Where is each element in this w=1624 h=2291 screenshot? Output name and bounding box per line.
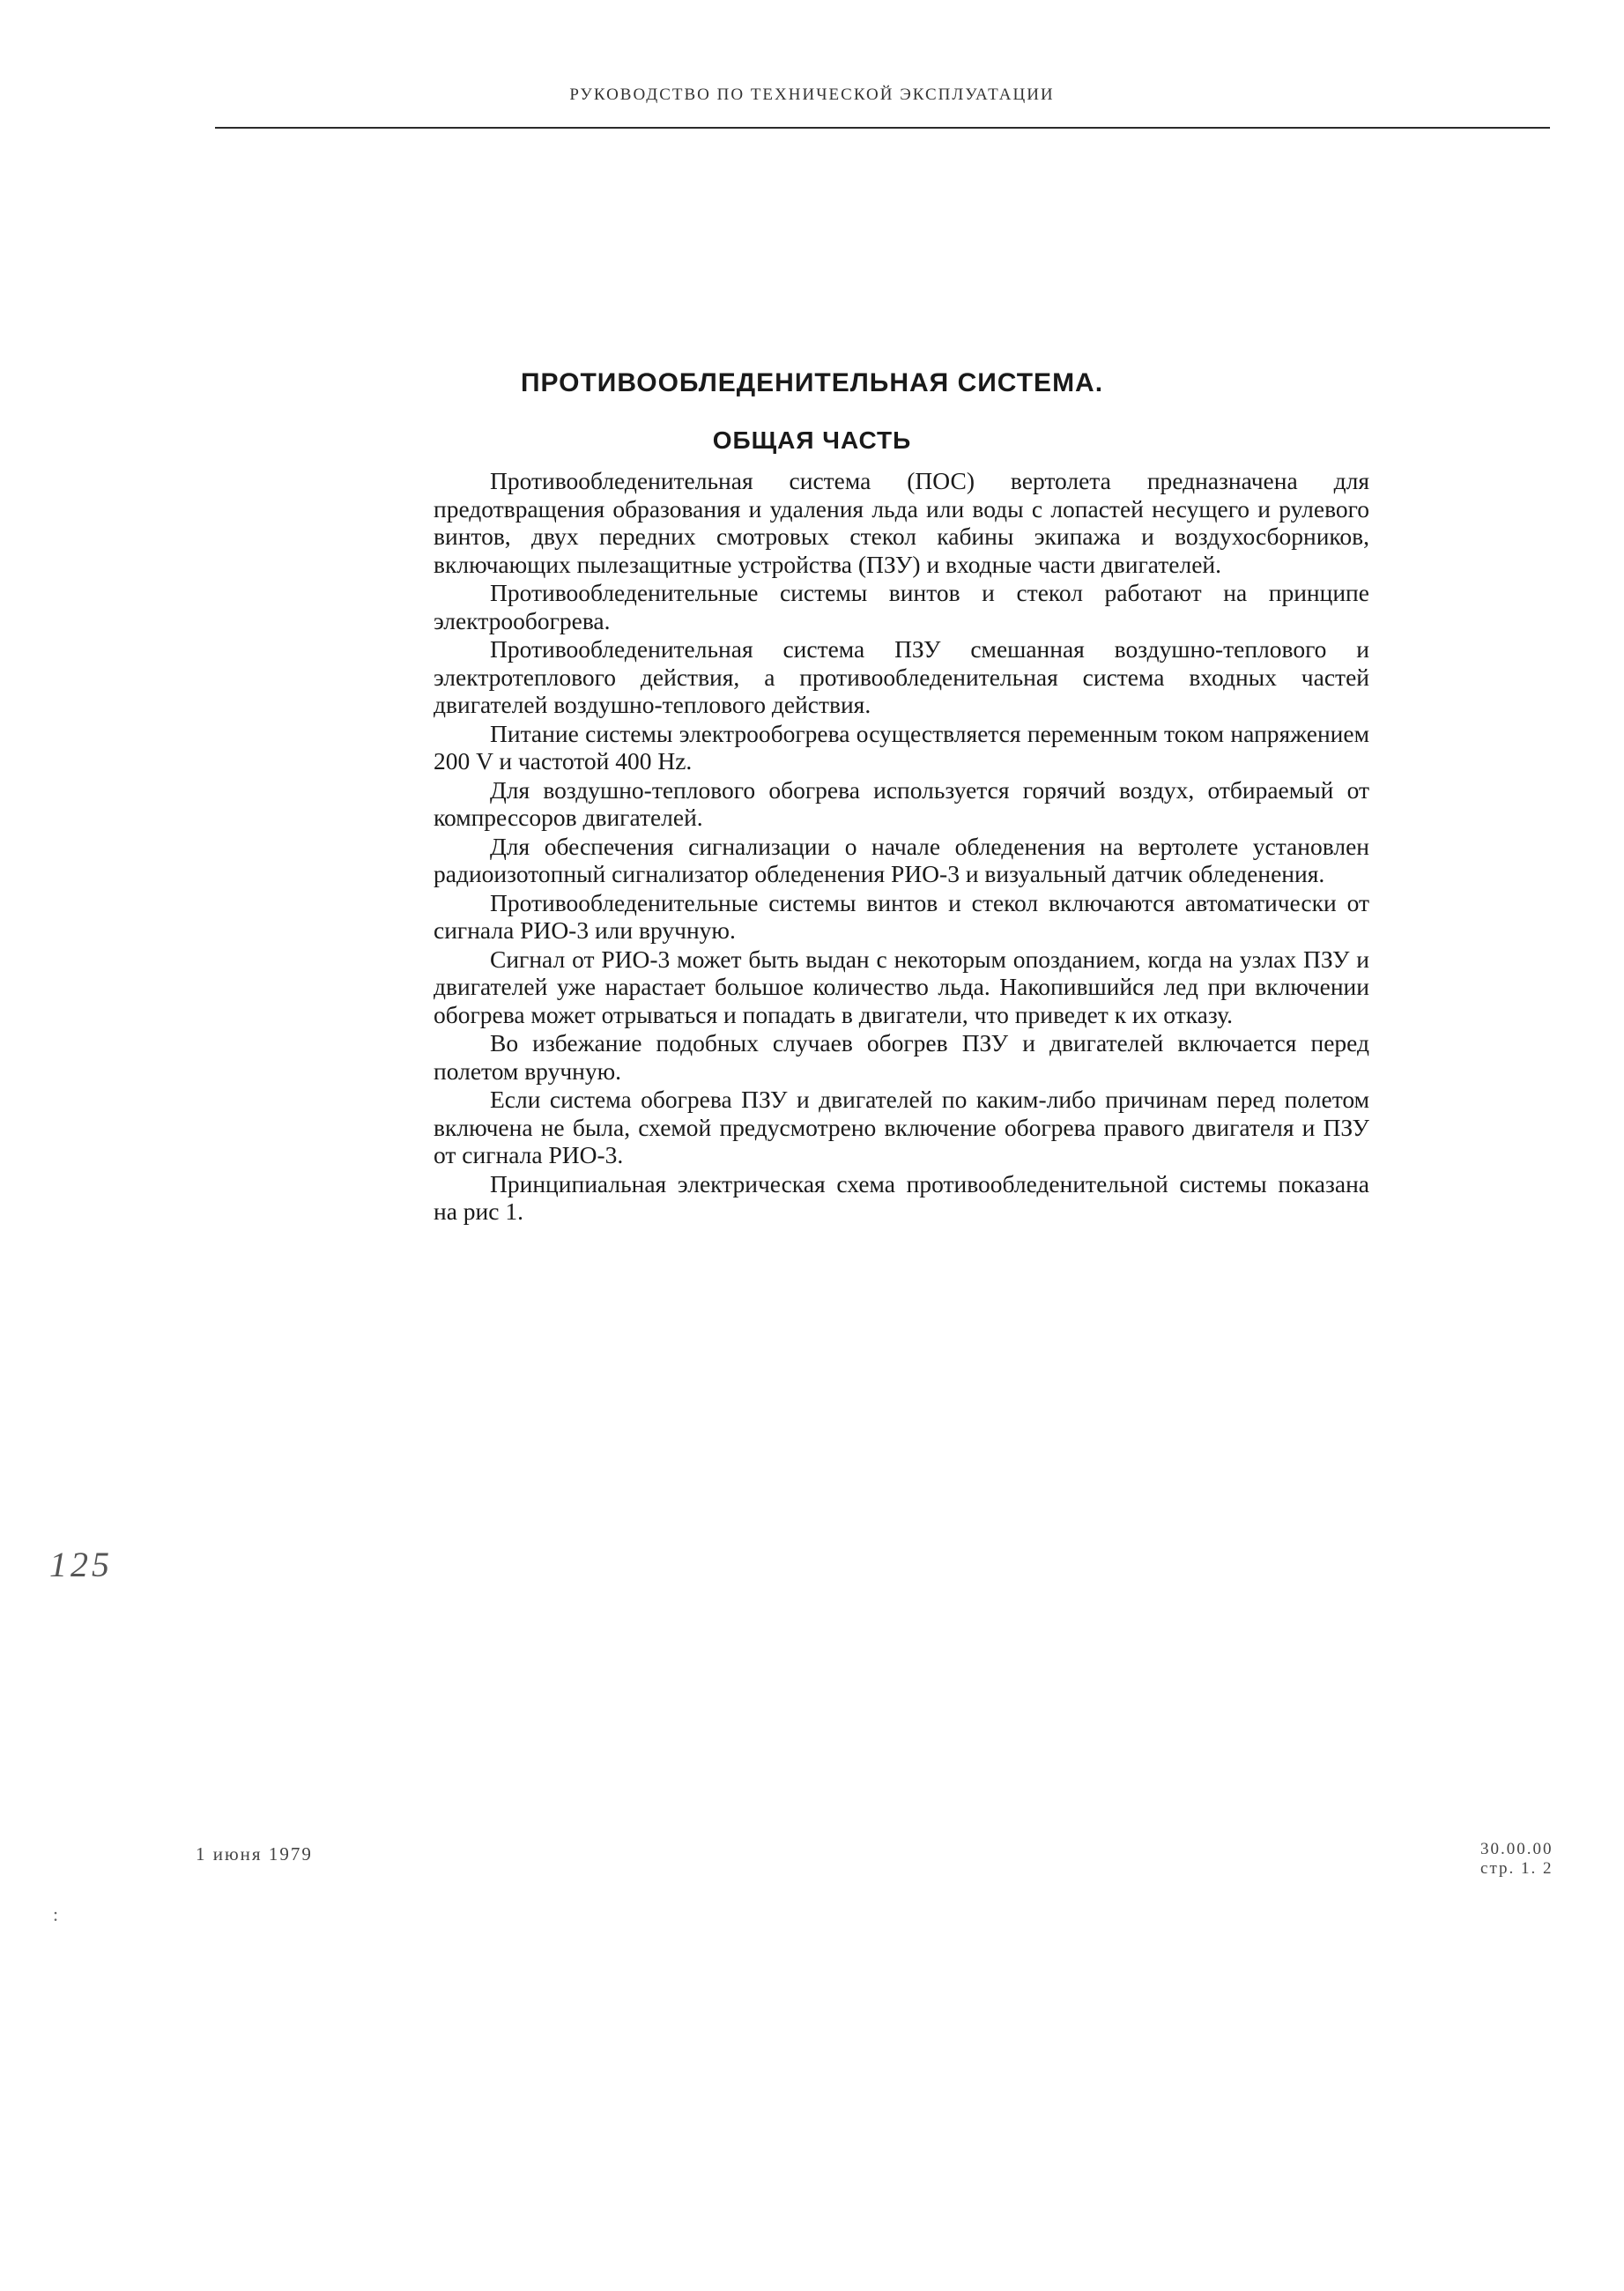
margin-tick: :	[53, 1903, 59, 1925]
paragraph: Для воздушно-теплового обогрева используется горячий воздух, отбираемый от компрессоров двигателей.	[434, 775, 1369, 831]
body-text	[434, 467, 1369, 1227]
handwritten-margin-mark: 125	[49, 1545, 113, 1584]
paragraph: Во избежание подобных случаев обогрев ПЗУ и двигателей включается перед полетом вручную.	[434, 1029, 1369, 1085]
footer-reference	[1480, 1840, 1554, 1879]
running-header: РУКОВОДСТВО ПО ТЕХНИЧЕСКОЙ ЭКСПЛУАТАЦИИ	[569, 85, 1055, 104]
footer-page-number: стр. 1. 2	[1480, 1859, 1554, 1878]
paragraph: Противообледенительная система ПЗУ смешанная воздушно-теплового и электротеплового действия, а противообледенительная система входных частей двигателей воздушно-теплового действия.	[434, 635, 1369, 718]
footer-date: 1 июня 1979	[196, 1843, 313, 1865]
paragraph: Сигнал от РИО-3 может быть выдан с некоторым опозданием, когда на узлах ПЗУ и двигателей уже нарастает большое количество льда. Накопившийся лед при включении обогрева может отрываться и попадать в двигатели, что приведет к их отказу.	[434, 945, 1369, 1028]
section-subtitle: ОБЩАЯ ЧАСТЬ	[712, 426, 912, 454]
paragraph: Противообледенительная система (ПОС) вертолета предназначена для предотвращения образования и удаления льда или воды с лопастей несущего и рулевого винтов, двух передних смотровых стекол кабины экипажа и воздухосборников, включающих пылезащитные устройства (ПЗУ) и входные части двигателей.	[434, 467, 1369, 578]
paragraph: Если система обогрева ПЗУ и двигателей по каким-либо причинам перед полетом включена не была, схемой предусмотрено включение обогрева правого двигателя и ПЗУ от сигнала РИО-3.	[434, 1086, 1369, 1168]
page-title: ПРОТИВООБЛЕДЕНИТЕЛЬНАЯ СИСТЕМА.	[520, 368, 1104, 397]
header-rule	[215, 127, 1550, 129]
paragraph: Противообледенительные системы винтов и стекол работают на принципе электрообогрева.	[434, 579, 1369, 634]
paragraph: Питание системы электрообогрева осуществляется переменным током напряжением 200 V и частотой 400 Hz.	[434, 719, 1369, 775]
footer-chapter-code: 30.00.00	[1480, 1840, 1554, 1858]
paragraph: Для обеспечения сигнализации о начале обледенения на вертолете установлен радиоизотопный сигнализатор обледенения РИО-3 и визуальный датчик обледенения.	[434, 832, 1369, 887]
paragraph: Принципиальная электрическая схема противообледенительной системы показана на рис 1.	[434, 1169, 1369, 1225]
paragraph: Противообледенительные системы винтов и стекол включаются автоматически от сигнала РИО-3 или вручную.	[434, 888, 1369, 944]
